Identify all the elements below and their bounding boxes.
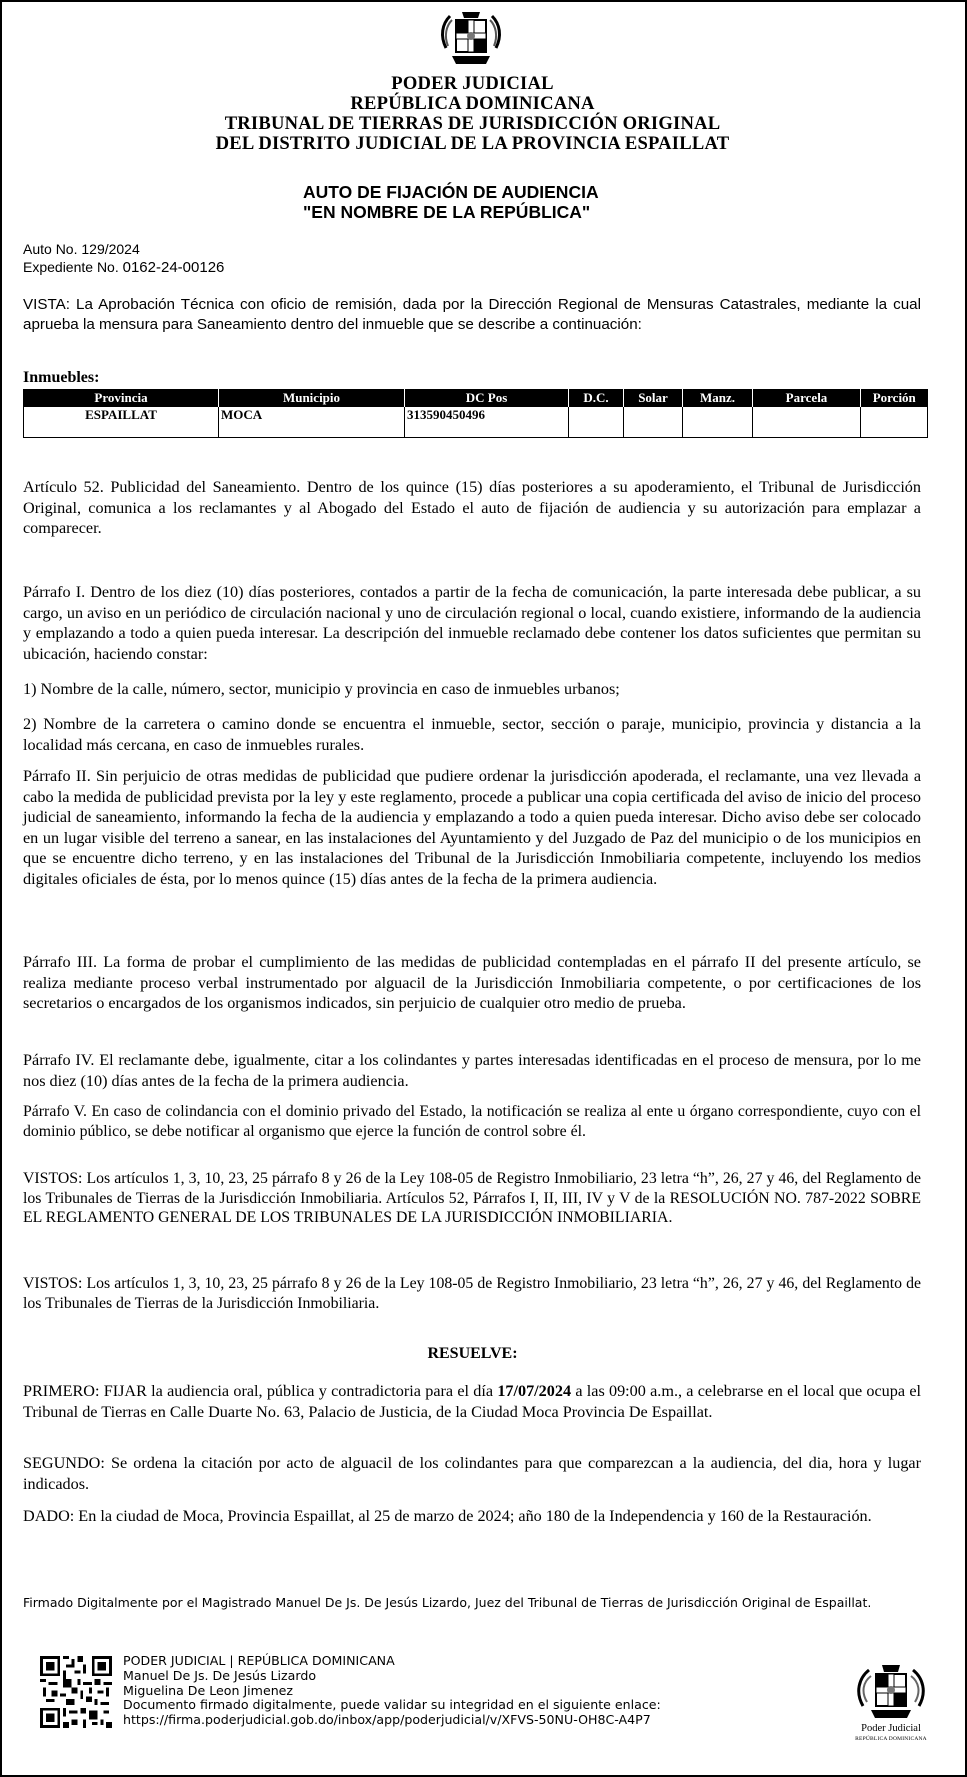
column-header: DC Pos: [405, 389, 569, 407]
validation-link[interactable]: https://firma.poderjudicial.gob.do/inbox/app/poderjudicial/v/XFVS-50NU-OH8C-A4P7: [123, 1712, 651, 1728]
vista-paragraph: VISTA: La Aprobación Técnica con oficio de remisión, dada por la Dirección Regional de Mensuras Catastrales, mediante la cual aprueba la mensura para Saneamiento dentro del inmueble que se describe a continuación:: [23, 296, 921, 333]
digital-signature-note: Firmado Digitalmente por el Magistrado Manuel De Js. De Jesús Lizardo, Juez del Tribunal de Tierras de Jurisdicción Original de Espaillat.: [23, 1595, 872, 1610]
articulo-52: Artículo 52. Publicidad del Saneamiento. Dentro de los quince (15) días posteriores a su apoderamiento, el Tribunal de Jurisdicción Original, comunica a los reclamantes y al Abogado del Estado el auto de fijación de audiencia y su autorización para emplazar a comparecer.: [23, 478, 921, 537]
qr-code-icon: [40, 1656, 112, 1728]
hearing-date: 17/07/2024: [497, 1382, 572, 1400]
primero-text: PRIMERO: FIJAR la audiencia oral, pública y contradictoria para el día: [23, 1382, 498, 1400]
column-header: Provincia: [24, 389, 219, 407]
footer-seal-caption: [840, 1724, 942, 1744]
auto-number: Auto No. 129/2024: [23, 241, 140, 257]
auto-title-line: AUTO DE FIJACIÓN DE AUDIENCIA: [303, 182, 599, 202]
auto-info: [23, 240, 224, 277]
column-header: Solar: [624, 389, 683, 407]
parrafo-2: Párrafo II. Sin perjuicio de otras medidas de publicidad que pudiere ordenar la jurisdicción apoderada, el reclamante, una vez llevada a cabo la medida de publicidad prevista por la ley y este reglamento, procede a publicar una copia certificada del aviso de inicio del proceso judicial de saneamiento, informando la fecha de la audiencia y emplazando a todo a quien pueda interesar. Dicho aviso debe ser colocado en un lugar visible del terreno a sanear, en las instalaciones del Ayuntamiento y del Juzgado de Paz del municipio o de los municipios en que se encuentre dicho terreno, y en las instalaciones del Tribunal de la Jurisdicción Inmobiliaria competente, incluyendo los medios digitales oficiales de ésta, por lo menos quince (15) días antes de la fecha de la primera audiencia.: [23, 767, 921, 888]
expediente-value: 0162-24-00126: [122, 259, 225, 276]
cell-dc: [569, 407, 624, 438]
inmuebles-table: [23, 389, 928, 438]
primero-text: a las 09:00 a.m., a celebrarse en el local que ocupa el Tribunal de Tierras en Calle Duarte No. 63, Palacio de Justicia, de la Ciudad Moca Provincia De Espaillat.: [23, 1382, 921, 1421]
parrafo-3: Párrafo III. La forma de probar el cumplimiento de las medidas de publicidad contempladas en el párrafo II del presente artículo, se realiza mediante proceso verbal instrumentado por alguacil de la Jurisdicción Inmobiliaria competente, o por certificaciones de los secretarios o encargados de los organismos indicados, sin perjuicio de cualquier otro medio de prueba.: [23, 953, 921, 1012]
table-row: [24, 407, 928, 438]
coat-of-arms-icon: [853, 1662, 929, 1722]
parrafo-4: Párrafo IV. El reclamante debe, igualmente, citar a los colindantes y partes interesadas identificadas en el proceso de mensura, por lo me nos diez (10) días antes de la fecha de la primera audiencia.: [23, 1051, 921, 1090]
column-header: Manz.: [683, 389, 753, 407]
header-line: DEL DISTRITO JUDICIAL DE LA PROVINCIA ESPAILLAT: [215, 133, 730, 154]
auto-title: [303, 182, 599, 222]
expediente-label: Expediente No.: [23, 259, 119, 275]
column-header: Municipio: [219, 389, 405, 407]
signature-line: Manuel De Js. De Jesús Lizardo: [123, 1667, 317, 1683]
signature-line: PODER JUDICIAL | REPÚBLICA DOMINICANA: [123, 1653, 395, 1668]
cell-parcela: [753, 407, 861, 438]
cell-manzana: [683, 407, 753, 438]
auto-subtitle-line: "EN NOMBRE DE LA REPÚBLICA": [303, 202, 591, 222]
parrafo-5: Párrafo V. En caso de colindancia con el dominio privado del Estado, la notificación se realiza al ente u órgano correspondiente, cuyo con el dominio público, se debe notificar al organismo que ejerce la función de control sobre él.: [23, 1103, 921, 1140]
signature-line: Documento firmado digitalmente, puede validar su integridad en el siguiente enlace:: [123, 1697, 661, 1713]
vistos-paragraph: VISTOS: Los artículos 1, 3, 10, 23, 25 párrafo 8 y 26 de la Ley 108-05 de Registro Inmobiliario, 23 letra “h”, 26, 27 y 46, del Reglamento de los Tribunales de Tierras de la Jurisdicción Inmobiliaria.: [23, 1275, 921, 1312]
primero-paragraph: [23, 1381, 921, 1422]
signature-block: [123, 1654, 661, 1728]
list-item: 1) Nombre de la calle, número, sector, municipio y provincia en caso de inmuebles urbanos;: [23, 680, 620, 698]
cell-municipio: MOCA: [219, 407, 405, 438]
footer-seal-title: Poder Judicial: [861, 1723, 921, 1734]
dado-paragraph: DADO: En la ciudad de Moca, Provincia Espaillat, al 25 de marzo de 2024; año 180 de la Independencia y 160 de la Restauración.: [23, 1507, 872, 1525]
expediente-number: [23, 258, 224, 277]
header-line: PODER JUDICIAL: [391, 73, 554, 94]
parrafo-1: Párrafo I. Dentro de los diez (10) días posteriores, contados a partir de la fecha de comunicación, la parte interesada debe publicar, a su cargo, un aviso en un periódico de circulación nacional y uno de circulación regional o local, cuando existiere, informando de la audiencia y emplazando a todo a quien pueda interesar. La descripción del inmueble reclamado debe contener los datos suficientes que permitan su ubicación, haciendo constar:: [23, 583, 921, 663]
column-header: D.C.: [569, 389, 624, 407]
court-header: [2, 74, 943, 154]
header-line: TRIBUNAL DE TIERRAS DE JURISDICCIÓN ORIGINAL: [224, 113, 721, 134]
table-header-row: [24, 389, 928, 407]
footer-seal-subtitle: REPÚBLICA DOMINICANA: [855, 1736, 927, 1742]
list-item: 2) Nombre de la carretera o camino donde se encuentra el inmueble, sector, sección o paraje, municipio, provincia y distancia a la localidad más cercana, en caso de inmuebles rurales.: [23, 715, 921, 754]
vistos-paragraph: VISTOS: Los artículos 1, 3, 10, 23, 25 párrafo 8 y 26 de la Ley 108-05 de Registro Inmobiliario, 23 letra “h”, 26, 27 y 46, del Reglamento de los Tribunales de Tierras de la Jurisdicción Inmobiliaria. Artículos 52, Párrafos I, II, III, IV y V de la RESOLUCIÓN NO. 787-2022 SOBRE EL REGLAMENTO GENERAL DE LOS TRIBUNALES DE LA JURISDICCIÓN INMOBILIARIA.: [23, 1170, 921, 1226]
cell-provincia: ESPAILLAT: [24, 407, 219, 438]
header-line: REPÚBLICA DOMINICANA: [350, 93, 595, 114]
column-header: Porción: [861, 389, 928, 407]
segundo-paragraph: SEGUNDO: Se ordena la citación por acto de alguacil de los colindantes para que comparezcan a la audiencia, del dia, hora y lugar indicados.: [23, 1454, 921, 1493]
signature-line: Miguelina De Leon Jimenez: [123, 1682, 294, 1698]
inmuebles-label: Inmuebles:: [23, 369, 100, 386]
cell-dc-pos: 313590450496: [405, 407, 569, 438]
coat-of-arms-icon: [438, 6, 504, 72]
cell-porcion: [861, 407, 928, 438]
column-header: Parcela: [753, 389, 861, 407]
resuelve-heading: RESUELVE:: [427, 1345, 518, 1362]
cell-solar: [624, 407, 683, 438]
